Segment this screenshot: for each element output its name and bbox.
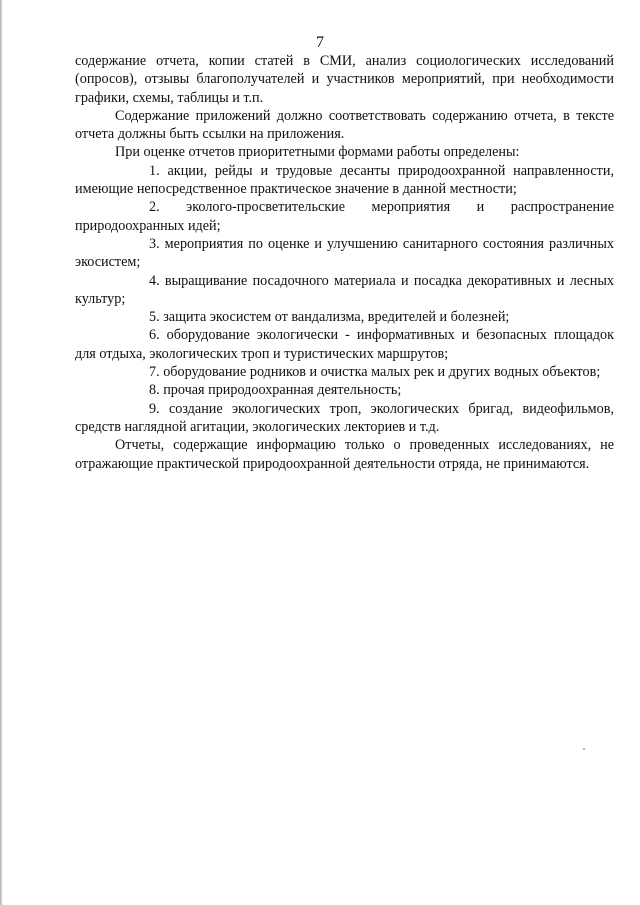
list-item-number: 1.: [149, 162, 160, 179]
scan-edge-shadow: [0, 0, 3, 905]
list-item: [75, 400, 614, 437]
scan-speck: [583, 748, 585, 750]
list-item-number: 3.: [149, 235, 160, 252]
list-item-text: акции, рейды и трудовые десанты природоохранной направленности, имеющие непосредственное практическое значение в данной местности;: [75, 162, 615, 198]
page-number: 7: [316, 34, 324, 51]
list-item-text: создание экологических троп, экологических бригад, видеофильмов, средств наглядной агитации, экологических лекториев и т.д.: [75, 400, 615, 435]
list-item: [75, 198, 614, 235]
paragraph-rejection-note: Отчеты, содержащие информацию только о проведенных исследованиях, не отражающие практической природоохранной деятельности отряда, не принимаются.: [75, 437, 614, 472]
list-item-text: прочая природоохранная деятельность;: [163, 382, 402, 399]
list-item-number: 7.: [149, 364, 160, 381]
list-item-text: оборудование экологически - информативных и безопасных площадок для отдыха, экологических троп и туристических маршрутов;: [75, 327, 615, 362]
list-item-number: 9.: [149, 400, 160, 417]
list-item: [75, 162, 614, 199]
list-item: [75, 326, 614, 363]
paragraph-appendices: Содержание приложений должно соответствовать содержанию отчета, в тексте отчета должны быть ссылки на приложения.: [75, 107, 614, 143]
list-item-number: 8.: [149, 382, 160, 399]
list-item-number: 6.: [149, 327, 160, 344]
paragraph-priorities-intro: При оценке отчетов приоритетными формами работы определены:: [115, 144, 520, 161]
list-item: [75, 308, 614, 326]
list-item-text: выращивание посадочного материала и посадка декоративных и лесных культур;: [75, 272, 614, 307]
list-item-number: 4.: [149, 272, 160, 289]
list-item-text: эколого-просветительские мероприятия и распространение природоохранных идей;: [75, 199, 615, 234]
paragraph-report-contents: содержание отчета, копии статей в СМИ, анализ социологических исследований (опросов), отзывы благополучателей и участников мероприятий, при необходимости графики, схемы, таблицы и т.п.: [75, 53, 614, 106]
list-item-text: оборудование родников и очистка малых рек и других водных объектов;: [163, 364, 601, 381]
list-item: [75, 381, 614, 399]
document-body: [75, 52, 614, 473]
list-item: [75, 235, 614, 272]
list-item: [75, 272, 614, 309]
list-item-number: 2.: [149, 199, 160, 216]
list-item-text: защита экосистем от вандализма, вредителей и болезней;: [163, 309, 510, 326]
list-item-number: 5.: [149, 309, 160, 326]
list-item-text: мероприятия по оценке и улучшению санитарного состояния различных экосистем;: [75, 235, 614, 271]
list-item: [75, 363, 614, 381]
